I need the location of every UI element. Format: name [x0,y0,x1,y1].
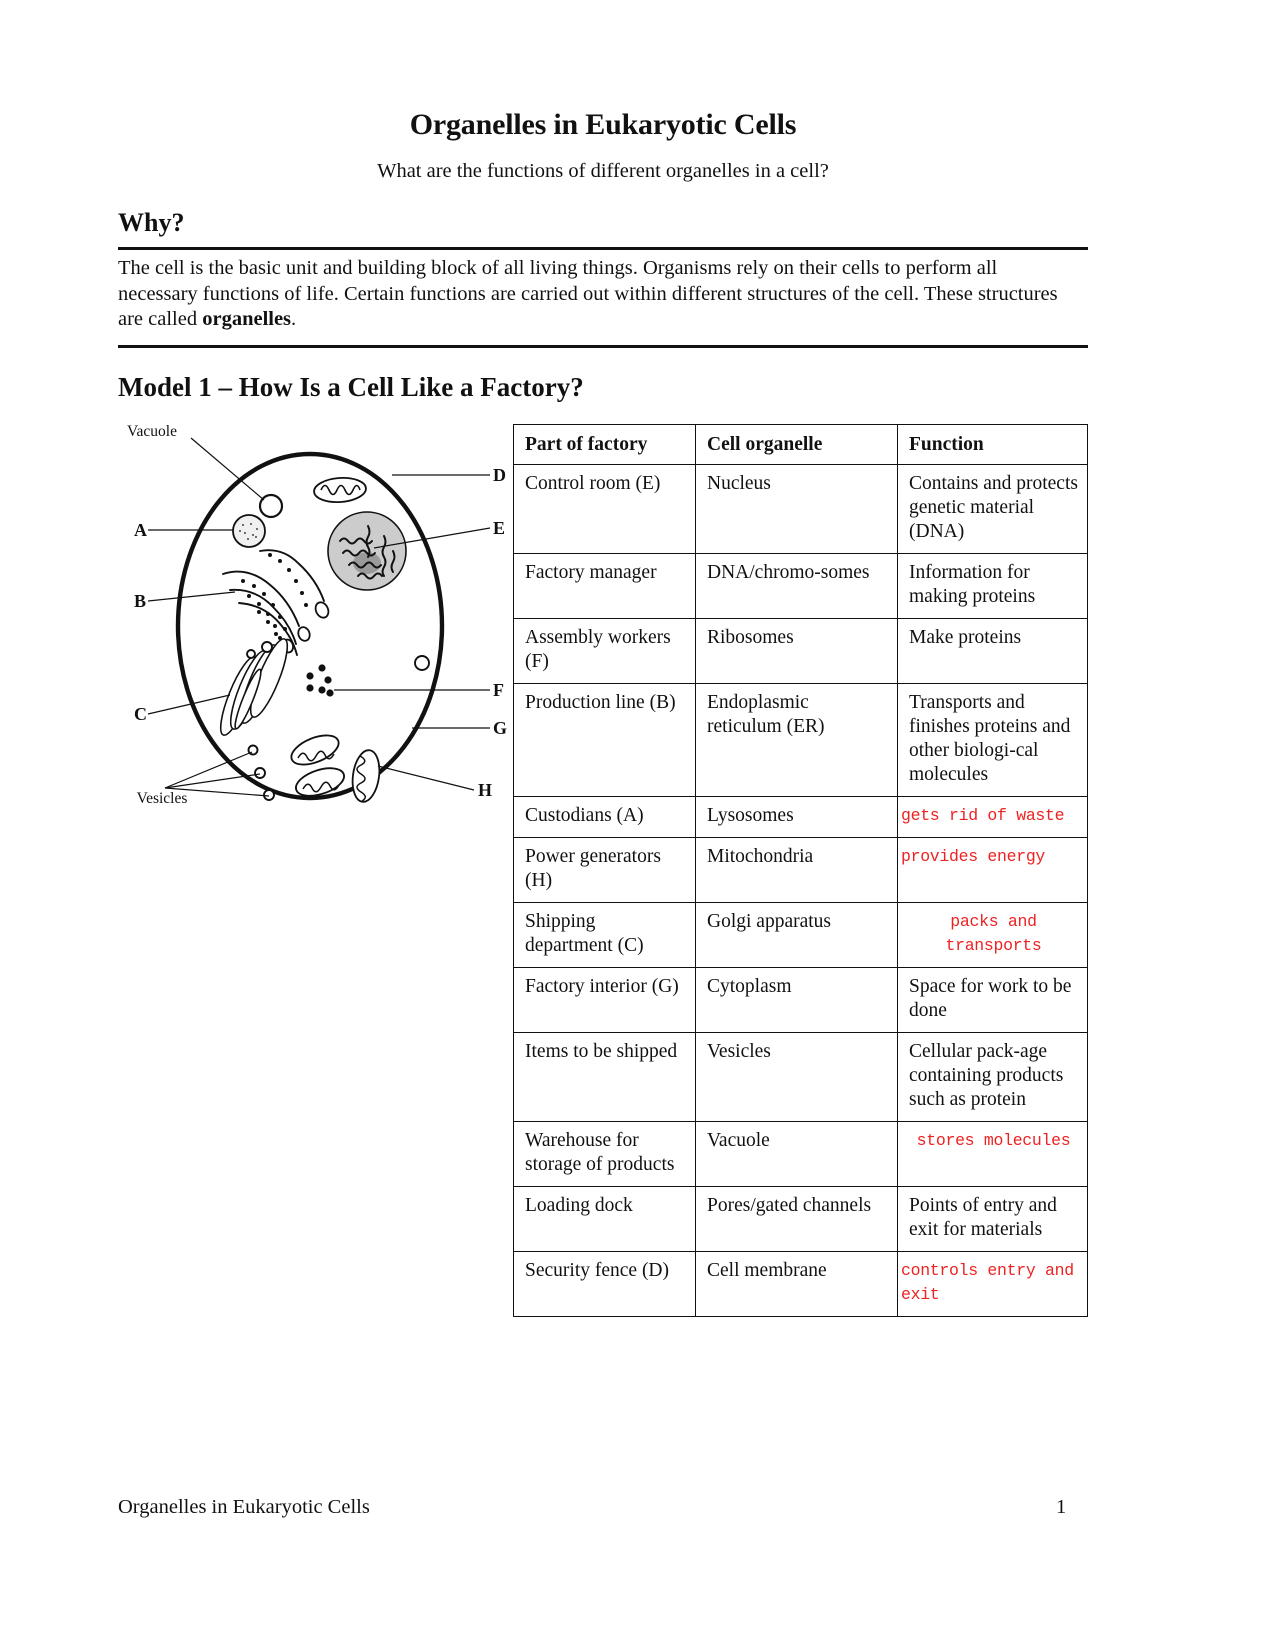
diagram-label-d: D [493,465,506,485]
cell-organelle: Golgi apparatus [696,903,898,968]
cell-function[interactable] [898,1252,1088,1317]
cell-part-of-factory: Security fence (D) [514,1252,696,1317]
cell-organelle: Cytoplasm [696,968,898,1033]
cell-organelle: Ribosomes [696,619,898,684]
why-section-heading: Why? [118,208,185,237]
cell-function[interactable] [898,1122,1088,1187]
cell-function: Cellular pack-age containing products such as protein [898,1033,1088,1122]
diagram-label-b: B [134,591,147,611]
table-row [514,903,1088,968]
cell-part-of-factory: Factory manager [514,554,696,619]
table-row [514,797,1088,838]
table-row [514,838,1088,903]
handwritten-answer[interactable]: stores molecules [916,1131,1071,1150]
cell-part-of-factory: Loading dock [514,1187,696,1252]
cell-part-of-factory: Factory interior (G) [514,968,696,1033]
cell-organelle: Vacuole [696,1122,898,1187]
handwritten-answer[interactable]: provides energy [901,847,1046,866]
diagram-label-a: A [134,520,147,540]
table-row [514,465,1088,554]
column-header-function: Function [898,425,1088,465]
table-row [514,684,1088,797]
footer-title: Organelles in Eukaryotic Cells [118,1496,370,1518]
cell-function[interactable] [898,903,1088,968]
table-header-row [514,425,1088,465]
cell-function[interactable] [898,838,1088,903]
cell-function: Make proteins [898,619,1088,684]
diagram-label-f: F [493,680,504,700]
diagram-label-g: G [493,718,508,738]
cell-function: Transports and finishes proteins and other biologi-cal molecules [898,684,1088,797]
diagram-label-c: C [134,704,147,724]
cell-part-of-factory: Shipping department (C) [514,903,696,968]
cell-part-of-factory: Warehouse for storage of products [514,1122,696,1187]
why-body-bold-term: organelles [202,308,292,330]
diagram-label-e: E [493,518,506,538]
diagram-label-vesicles: Vesicles [136,790,188,807]
diagram-label-h: H [478,780,493,800]
cell-organelle: Cell membrane [696,1252,898,1317]
cell-function: Points of entry and exit for materials [898,1187,1088,1252]
column-header-part: Part of factory [514,425,696,465]
cell-part-of-factory: Items to be shipped [514,1033,696,1122]
why-section-body [118,256,1078,333]
cell-function: Information for making proteins [898,554,1088,619]
handwritten-answer[interactable]: packs and transports [945,912,1042,955]
divider-bottom [118,345,1088,348]
eukaryotic-cell-diagram [112,418,512,818]
cell-organelle: Endoplasmic reticulum (ER) [696,684,898,797]
cell-organelle: Pores/gated channels [696,1187,898,1252]
divider-top [118,247,1088,250]
table-row [514,1187,1088,1252]
cell-part-of-factory: Production line (B) [514,684,696,797]
why-body-text-1: The cell is the basic unit and building block of all living things. Organisms rely on their cells to perform all necessary functions of life. Certain functions are carried out within different structures of the cell. These structures are called [118,257,1058,330]
factory-organelle-table [513,424,1088,1317]
cell-part-of-factory: Control room (E) [514,465,696,554]
table-row [514,1122,1088,1187]
footer-page-number: 1 [1056,1496,1067,1518]
page-title: Organelles in Eukaryotic Cells [409,108,797,141]
table-row [514,554,1088,619]
column-header-organelle: Cell organelle [696,425,898,465]
cell-organelle: DNA/chromo-somes [696,554,898,619]
handwritten-answer[interactable]: controls entry and exit [901,1261,1074,1304]
table-row [514,1252,1088,1317]
model-1-heading: Model 1 – How Is a Cell Like a Factory? [118,372,584,402]
handwritten-answer[interactable]: gets rid of waste [901,806,1065,825]
cell-organelle: Vesicles [696,1033,898,1122]
vacuole-shape [260,495,282,517]
cell-organelle: Lysosomes [696,797,898,838]
table-row [514,619,1088,684]
cell-part-of-factory: Power generators (H) [514,838,696,903]
table-body [514,465,1088,1317]
table-row [514,1033,1088,1122]
cell-organelle: Mitochondria [696,838,898,903]
cell-function: Contains and protects genetic material (DNA) [898,465,1088,554]
cell-part-of-factory: Custodians (A) [514,797,696,838]
cell-function: Space for work to be done [898,968,1088,1033]
why-body-text-2: . [291,308,297,330]
page-subtitle: What are the functions of different organelles in a cell? [377,160,829,182]
cell-function[interactable] [898,797,1088,838]
cell-organelle: Nucleus [696,465,898,554]
lysosome-shape [233,515,265,547]
cell-part-of-factory: Assembly workers (F) [514,619,696,684]
diagram-label-vacuole: Vacuole [127,423,177,440]
table-row [514,968,1088,1033]
